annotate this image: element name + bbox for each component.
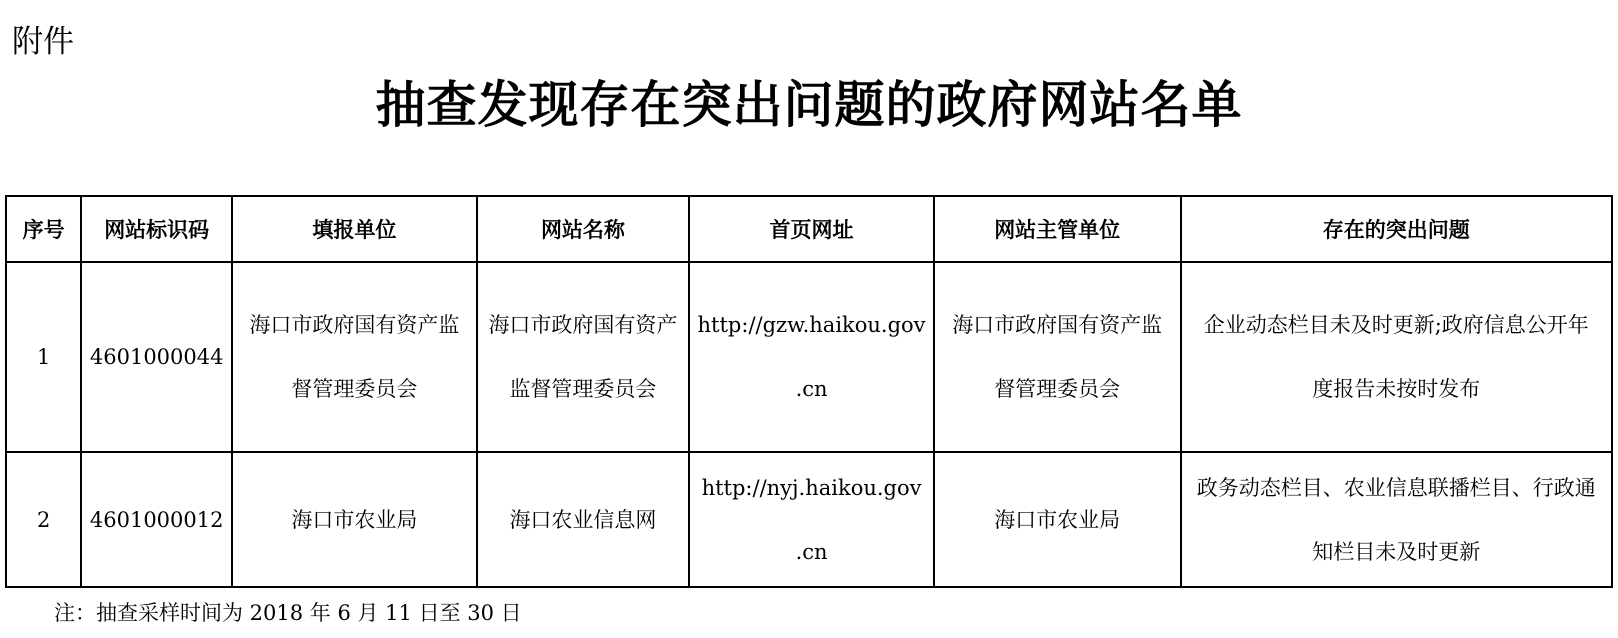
column-header-home-url: 首页网址 <box>689 196 934 262</box>
cell-line: http://nyj.haikou.gov <box>701 475 922 500</box>
cell-line: 监督管理委员会 <box>509 377 657 401</box>
cell-reporting-unit <box>232 452 477 587</box>
cell-line: .cn <box>795 539 828 564</box>
cell-line: 海口市政府国有资产监 <box>249 313 460 337</box>
column-header-reporting-unit: 填报单位 <box>232 196 477 262</box>
cell-line: 知栏目未及时更新 <box>1312 539 1481 564</box>
cell-line: 海口市政府国有资产 <box>488 313 678 337</box>
cell-site-code: 4601000012 <box>81 452 232 587</box>
cell-site-name <box>477 262 690 452</box>
cell-line: .cn <box>795 377 828 401</box>
table-header-row <box>6 196 1612 262</box>
cell-line: 海口市农业局 <box>994 507 1121 532</box>
cell-site-name <box>477 452 690 587</box>
cell-line: 度报告未按时发布 <box>1312 377 1481 401</box>
column-header-supervising-unit: 网站主管单位 <box>934 196 1181 262</box>
cell-issues <box>1181 452 1612 587</box>
cell-line: 企业动态栏目未及时更新;政府信息公开年 <box>1203 313 1589 337</box>
column-header-no: 序号 <box>6 196 81 262</box>
table-row <box>6 262 1612 452</box>
cell-no: 1 <box>6 262 81 452</box>
column-header-site-name: 网站名称 <box>477 196 690 262</box>
website-list-table <box>5 195 1613 588</box>
cell-reporting-unit <box>232 262 477 452</box>
document-title: 抽查发现存在突出问题的政府网站名单 <box>375 75 1243 134</box>
cell-home-url <box>689 452 934 587</box>
cell-no: 2 <box>6 452 81 587</box>
table-row <box>6 452 1612 587</box>
cell-issues <box>1181 262 1612 452</box>
cell-line: 海口农业信息网 <box>509 507 657 532</box>
cell-line: 海口市农业局 <box>291 507 418 532</box>
sampling-note: 注：抽查采样时间为 2018 年 6 月 11 日至 30 日 <box>54 601 522 625</box>
column-header-site-code: 网站标识码 <box>81 196 232 262</box>
cell-supervising-unit <box>934 262 1181 452</box>
cell-home-url <box>689 262 934 452</box>
column-header-issues: 存在的突出问题 <box>1181 196 1612 262</box>
cell-line: 督管理委员会 <box>291 377 418 401</box>
cell-line: 海口市政府国有资产监 <box>952 313 1163 337</box>
cell-supervising-unit <box>934 452 1181 587</box>
cell-line: 政务动态栏目、农业信息联播栏目、行政通 <box>1196 475 1596 500</box>
cell-line: 督管理委员会 <box>994 377 1121 401</box>
cell-line: http://gzw.haikou.gov <box>697 313 926 337</box>
cell-site-code: 4601000044 <box>81 262 232 452</box>
attachment-label: 附件 <box>12 24 74 60</box>
